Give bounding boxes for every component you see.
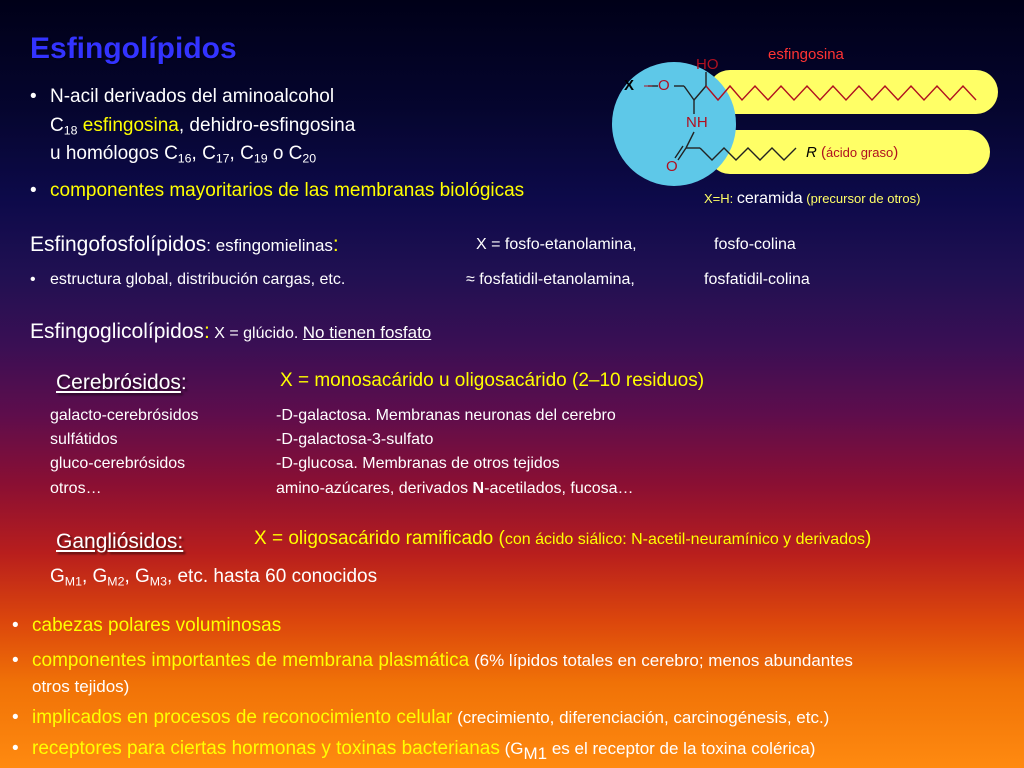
fosfatidil-etanolamina: ≈ fosfatidil-etanolamina, (466, 271, 635, 288)
esfingosina-label: esfingosina (768, 46, 844, 63)
intro-bullet-1 (30, 86, 334, 108)
intro-line-3: u homólogos $C_{16}$, $C_{17}$, $C_{19}$ o $C_{20}$ (50, 143, 317, 166)
o-label: O (658, 77, 670, 94)
cerebrosido-row-name-2: gluco-cerebrósidos (50, 455, 186, 472)
molecule-svg (600, 36, 1000, 216)
bottom-bullet-2: • componentes importantes de membrana plasmática (6% lípidos totales en cerebro; menos abundantes (12, 650, 853, 671)
cerebrosido-row-name-otros: otros… (50, 480, 102, 497)
cerebrosido-row-name-0: galacto-cerebrósidos (50, 407, 199, 424)
cerebrosido-row-desc-otros: amino-azúcares, derivados N-acetilados, fucosa… (276, 480, 634, 497)
cerebrosidos-heading: Cerebrósidos: (56, 371, 187, 394)
carbonyl-o-label: O (666, 158, 678, 175)
bullet-icon: • (30, 271, 36, 288)
bullet-icon: • (30, 86, 37, 107)
fosfatidil-colina: fosfatidil-colina (704, 271, 810, 288)
sphingolipid-structure-diagram (600, 36, 1000, 216)
dash-label: – (644, 77, 653, 94)
gangliosidos-heading: Gangliósidos: (56, 530, 184, 553)
slide-title: Esfingolípidos (30, 32, 237, 65)
intro-bullet-2-text: componentes mayoritarios de las membranas biológicas (50, 180, 525, 201)
cerebrosido-row-desc-1: -D-galactosa-3-sulfato (276, 431, 434, 448)
ho-label: HO (696, 56, 719, 73)
bottom-bullet-1: • cabezas polares voluminosas (12, 615, 282, 636)
gangliosidos-gm-line: $G_{M1}$, $G_{M2}$, $G_{M3}$, etc. hasta 60 conocidos (50, 566, 378, 589)
fosfo-bullet: • estructura global, distribución cargas, etc. (30, 271, 346, 288)
bullet-icon: • (12, 707, 19, 728)
cerebrosido-row-name-1: sulfátidos (50, 431, 118, 448)
ceramida-term: ceramida (736, 190, 803, 207)
intro-line-1: N-acil derivados del aminoalcohol (50, 86, 335, 107)
bullet-icon: • (12, 615, 19, 636)
gangliosidos-x-eq: X = oligosacárido ramificado (con ácido siálico: N-acetil-neuramínico y derivados) (254, 528, 872, 549)
cerebrosidos-x-eq: X = monosacárido u oligosacárido (2–10 residuos) (280, 370, 705, 391)
intro-bullet-2 (30, 180, 524, 202)
cerebrosido-row-desc-2: -D-glucosa. Membranas de otros tejidos (276, 455, 560, 472)
cerebrosido-row-desc-0: -D-galactosa. Membranas neuronas del cerebro (276, 407, 616, 424)
bullet-icon: • (12, 650, 19, 671)
ceramida-note: X=H: ceramida (precursor de otros) (704, 190, 921, 207)
no-fosfato: No tienen fosfato (302, 323, 432, 342)
glico-heading-line: Esfingoglicolípidos: X = glúcido. No tienen fosfato (30, 320, 432, 343)
bottom-bullet-4: • receptores para ciertas hormonas y toxinas bacterianas ($G_{M1}$ es el receptor de la toxina colérica) (12, 738, 816, 764)
r-label: R (ácido graso) (806, 144, 899, 161)
fosfo-colina: fosfo-colina (714, 236, 796, 253)
fosfo-x-eq: X = fosfo-etanolamina, (476, 236, 637, 253)
glico-heading: Esfingoglicolípidos (30, 320, 204, 343)
fosfo-heading: Esfingofosfolípidos (30, 233, 207, 256)
x-label: X (624, 77, 635, 94)
fosfo-heading-line: Esfingofosfolípidos: esfingomielinas: (30, 233, 339, 256)
bullet-icon: • (30, 180, 37, 201)
nh-label: NH (686, 114, 708, 131)
esfingosina-term: esfingosina (77, 115, 179, 136)
bottom-bullet-3: • implicados en procesos de reconocimiento celular (crecimiento, diferenciación, carcinogénesis, etc.) (12, 707, 830, 728)
intro-line-2: $C_{18}$ esfingosina, dehidro-esfingosina (50, 115, 356, 138)
bottom-bullet-2-cont: otros tejidos) (32, 677, 130, 696)
bullet-icon: • (12, 738, 19, 759)
